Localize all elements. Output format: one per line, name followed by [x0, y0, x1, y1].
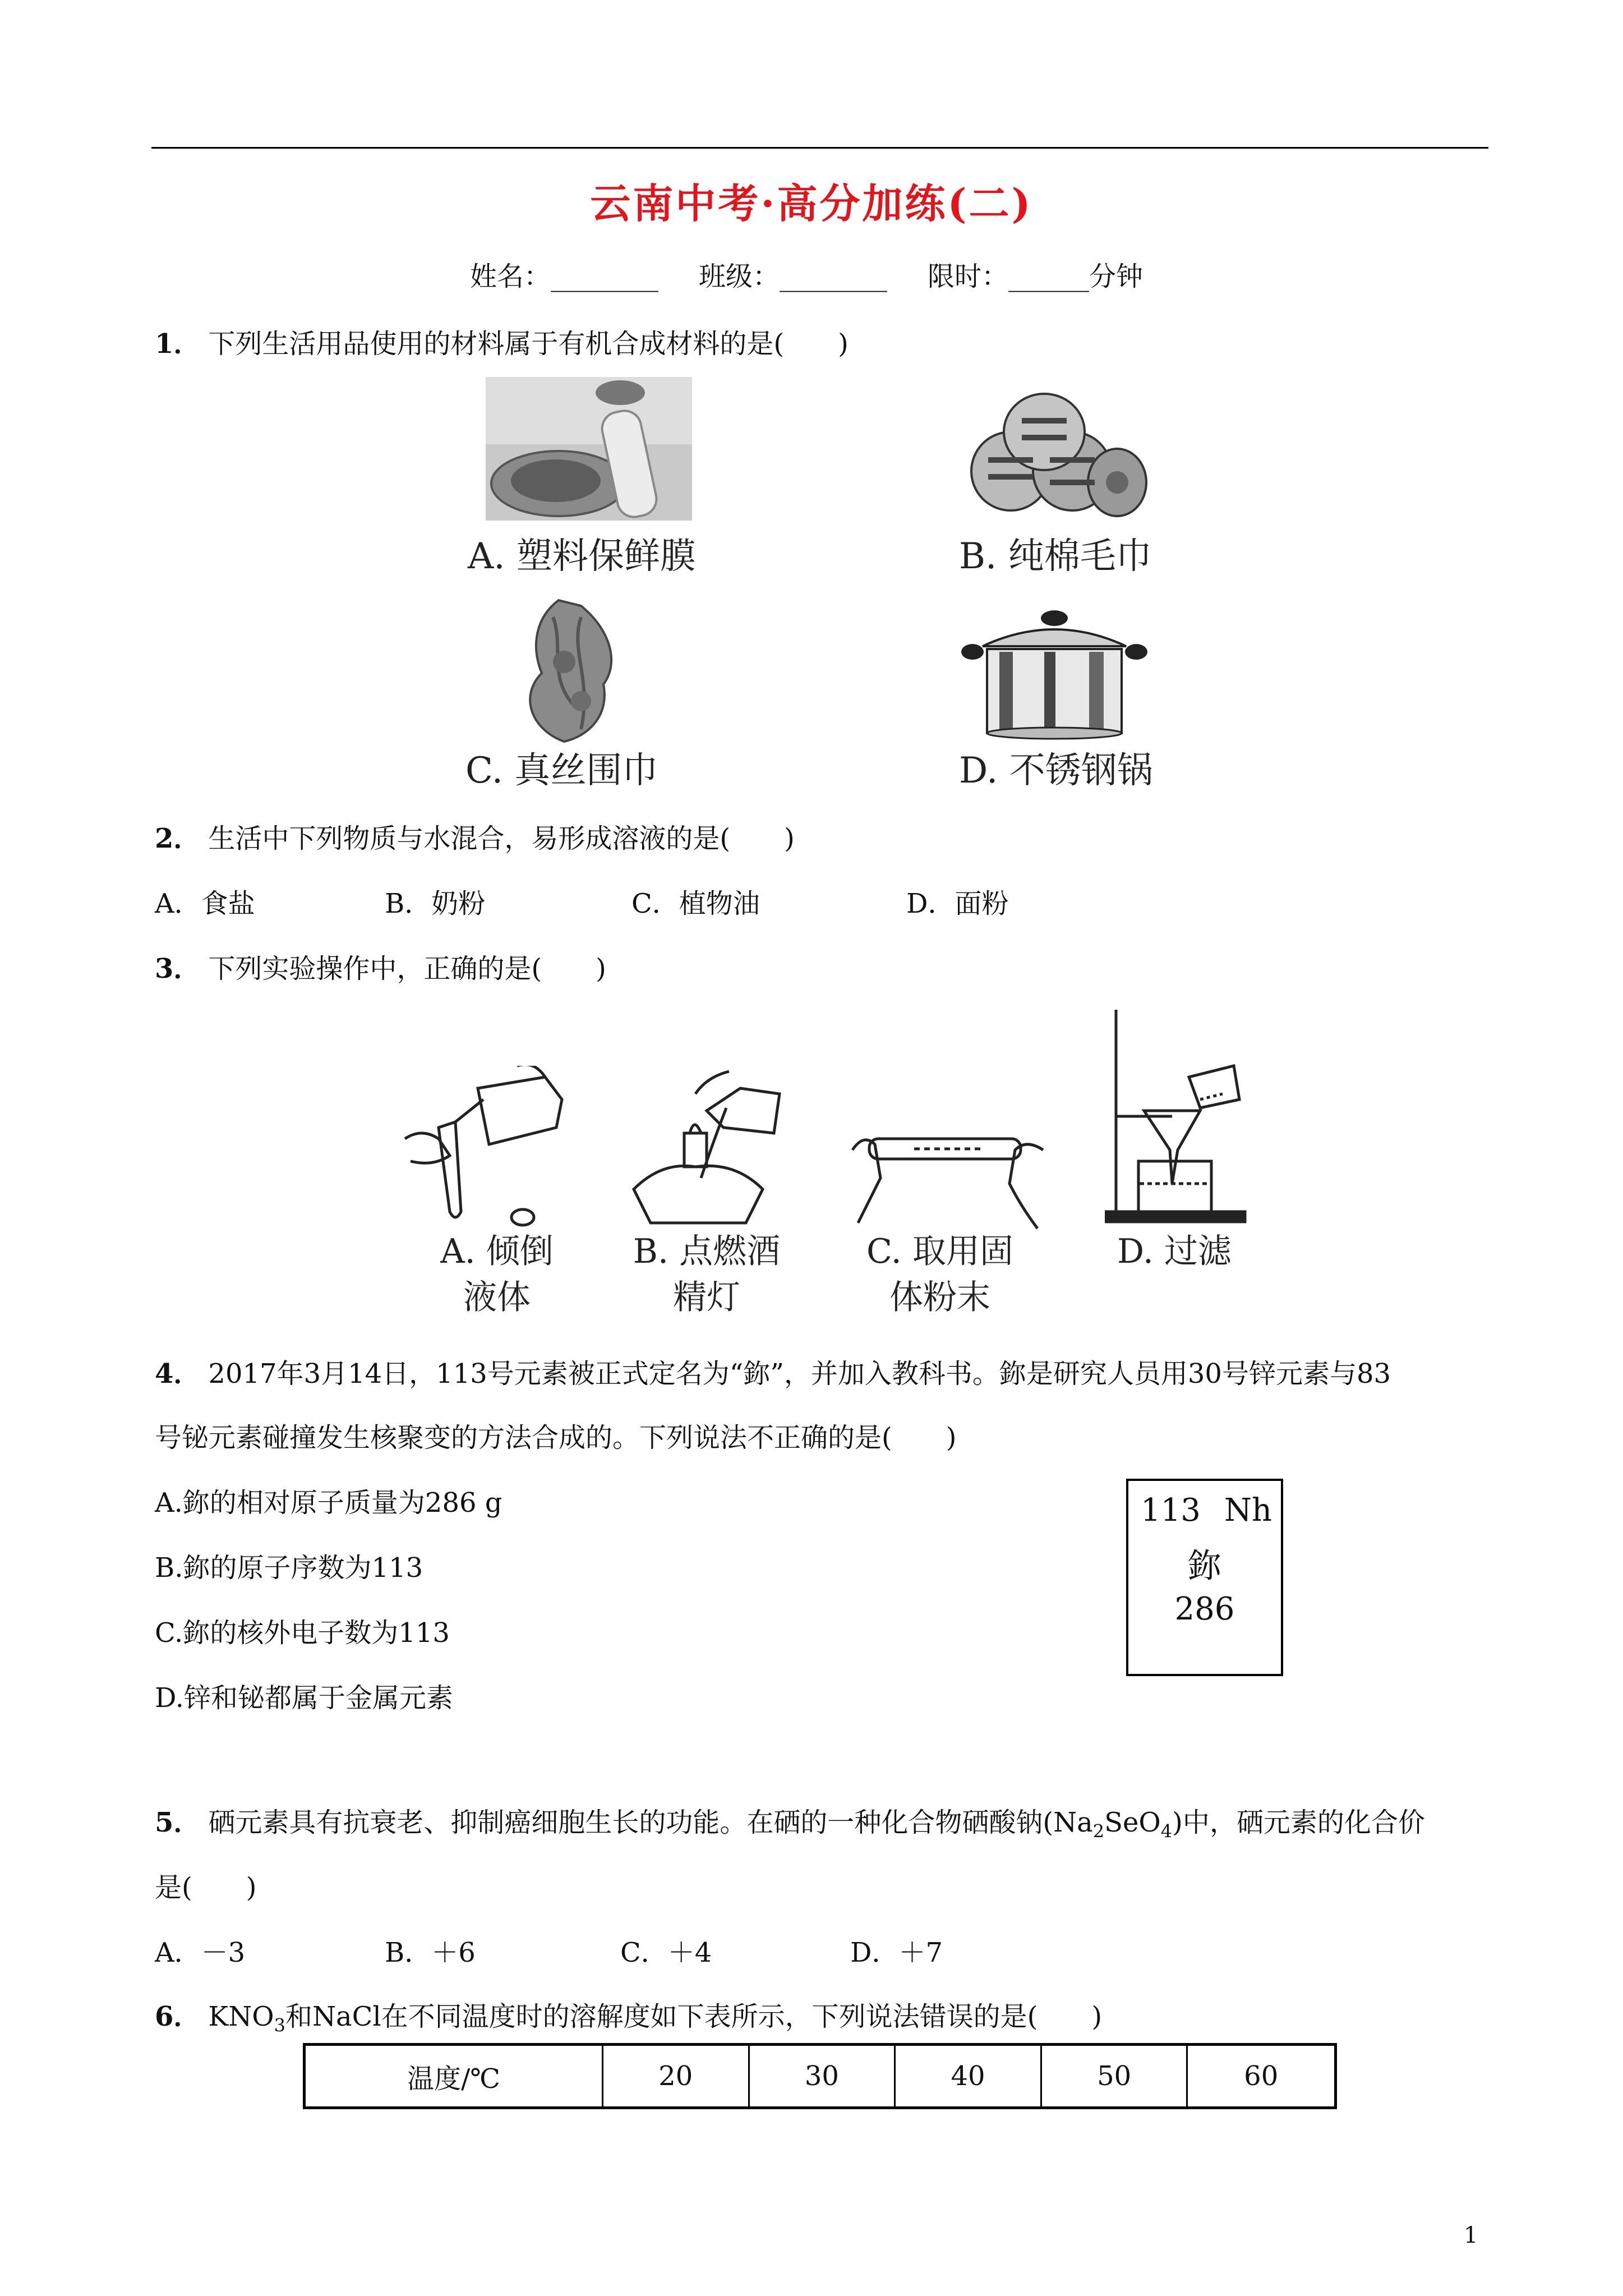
page-number: 1 — [1464, 2223, 1478, 2248]
q3-option-c-line1: C. 取用固 — [866, 1232, 1013, 1271]
table-header-cell: 温度/℃ — [305, 2045, 603, 2108]
table-cell: 50 — [1041, 2045, 1187, 2108]
q1-option-a[interactable]: A. 塑料保鲜膜 — [468, 536, 696, 577]
question-number: 6． — [155, 2001, 201, 2032]
stainless-pot-image — [960, 590, 1149, 742]
class-field[interactable]: 班级：________ — [699, 261, 888, 292]
q2-option-a[interactable]: A．食盐 — [155, 888, 255, 919]
table-cell: 20 — [603, 2045, 749, 2108]
table-cell: 40 — [895, 2045, 1041, 2108]
question-text-pre: 硒元素具有抗衰老、抑制癌细胞生长的功能。在硒的一种化合物硒酸钠(Na — [208, 1807, 1093, 1838]
question-1 — [155, 322, 849, 361]
formula-pre: KNO — [208, 2001, 274, 2032]
element-symbol: Nh — [1224, 1492, 1272, 1529]
q5-option-a[interactable]: A．－3 — [155, 1937, 246, 1968]
question-3 — [155, 947, 606, 986]
question-5-line2: 是( ) — [155, 1872, 257, 1903]
question-6 — [155, 1995, 1102, 2036]
top-rule — [151, 147, 1488, 149]
page-title: 云南中考·高分加练(二) — [590, 180, 1033, 227]
q3-option-c[interactable] — [850, 1228, 1030, 1320]
q3-option-a-line2: 液体 — [463, 1278, 531, 1317]
filtration-diagram — [1105, 1004, 1251, 1228]
light-alcohol-lamp-diagram — [628, 1066, 785, 1234]
q5-option-b[interactable]: B．＋6 — [385, 1937, 476, 1968]
name-field[interactable]: 姓名：________ — [470, 261, 659, 292]
question-text-line1: 2017年3月14日，113号元素被正式定名为“鉨”，并加入教科书。鉨是研究人员用30号锌元素与83 — [208, 1358, 1391, 1389]
question-number: 3． — [155, 953, 201, 984]
element-name: 鉨 — [1188, 1547, 1221, 1586]
pour-liquid-diagram — [399, 1066, 568, 1234]
q3-option-a-line1: A. 倾倒 — [440, 1232, 554, 1271]
q4-option-b[interactable]: B.鉨的原子序数为113 — [155, 1552, 423, 1584]
atomic-mass: 286 — [1174, 1591, 1235, 1627]
q3-option-d[interactable] — [1085, 1228, 1264, 1274]
question-text: 生活中下列物质与水混合，易形成溶液的是( ) — [208, 823, 795, 854]
q2-option-b[interactable]: B．奶粉 — [385, 888, 486, 919]
question-4 — [155, 1352, 1391, 1391]
question-2 — [155, 817, 795, 855]
towels-image — [966, 381, 1149, 522]
q3-option-b-line1: B. 点燃酒 — [633, 1232, 781, 1271]
q4-option-a[interactable]: A.鉨的相对原子质量为286 g — [155, 1487, 502, 1519]
subscript: 2 — [1092, 1820, 1105, 1842]
take-powder-diagram — [841, 1116, 1054, 1234]
q2-option-d[interactable]: D．面粉 — [906, 888, 1009, 919]
question-number: 2． — [155, 823, 201, 854]
q3-option-b-line2: 精灯 — [673, 1278, 740, 1317]
question-number: 4． — [155, 1358, 201, 1389]
element-card — [1126, 1479, 1283, 1676]
plastic-wrap-image — [486, 377, 692, 521]
q1-option-d[interactable]: D. 不锈钢锅 — [959, 750, 1153, 792]
question-text: 下列生活用品使用的材料属于有机合成材料的是( ) — [208, 328, 849, 360]
time-field[interactable]: 限时：______分钟 — [928, 261, 1144, 292]
subscript: 3 — [274, 2014, 285, 2036]
question-5 — [155, 1801, 1425, 1842]
q4-option-d[interactable]: D.锌和铋都属于金属元素 — [155, 1682, 454, 1714]
question-4-line2: 号铋元素碰撞发生核聚变的方法合成的。下列说法不正确的是( ) — [155, 1422, 957, 1453]
question-number: 1． — [155, 328, 201, 360]
formula-mid: SeO — [1104, 1807, 1161, 1838]
q3-option-c-line2: 体粉末 — [889, 1278, 990, 1317]
table-cell: 60 — [1187, 2045, 1336, 2108]
q4-option-c[interactable]: C.鉨的核外电子数为113 — [155, 1617, 450, 1649]
question-number: 5． — [155, 1807, 201, 1838]
q5-option-c[interactable]: C．＋4 — [620, 1937, 712, 1968]
q2-option-c[interactable]: C．植物油 — [631, 888, 760, 919]
question-text: 和NaCl在不同温度时的溶解度如下表所示，下列说法错误的是( ) — [285, 2001, 1103, 2032]
q1-option-c[interactable]: C. 真丝围巾 — [465, 750, 658, 792]
table-cell: 30 — [749, 2045, 895, 2108]
q3-option-a[interactable] — [407, 1228, 587, 1320]
question-text: 下列实验操作中，正确的是( ) — [208, 953, 606, 984]
q3-option-d-line1: D. 过滤 — [1117, 1232, 1232, 1271]
question-text-post: )中，硒元素的化合价 — [1172, 1807, 1425, 1838]
q1-option-b[interactable]: B. 纯棉毛巾 — [959, 536, 1152, 577]
table-row — [305, 2045, 1336, 2108]
solubility-table — [303, 2043, 1337, 2109]
subscript: 4 — [1160, 1820, 1173, 1842]
silk-scarf-image — [497, 595, 637, 746]
atomic-number: 113 — [1141, 1492, 1201, 1529]
q3-option-b[interactable] — [617, 1228, 796, 1320]
q5-option-d[interactable]: D．＋7 — [850, 1937, 943, 1968]
